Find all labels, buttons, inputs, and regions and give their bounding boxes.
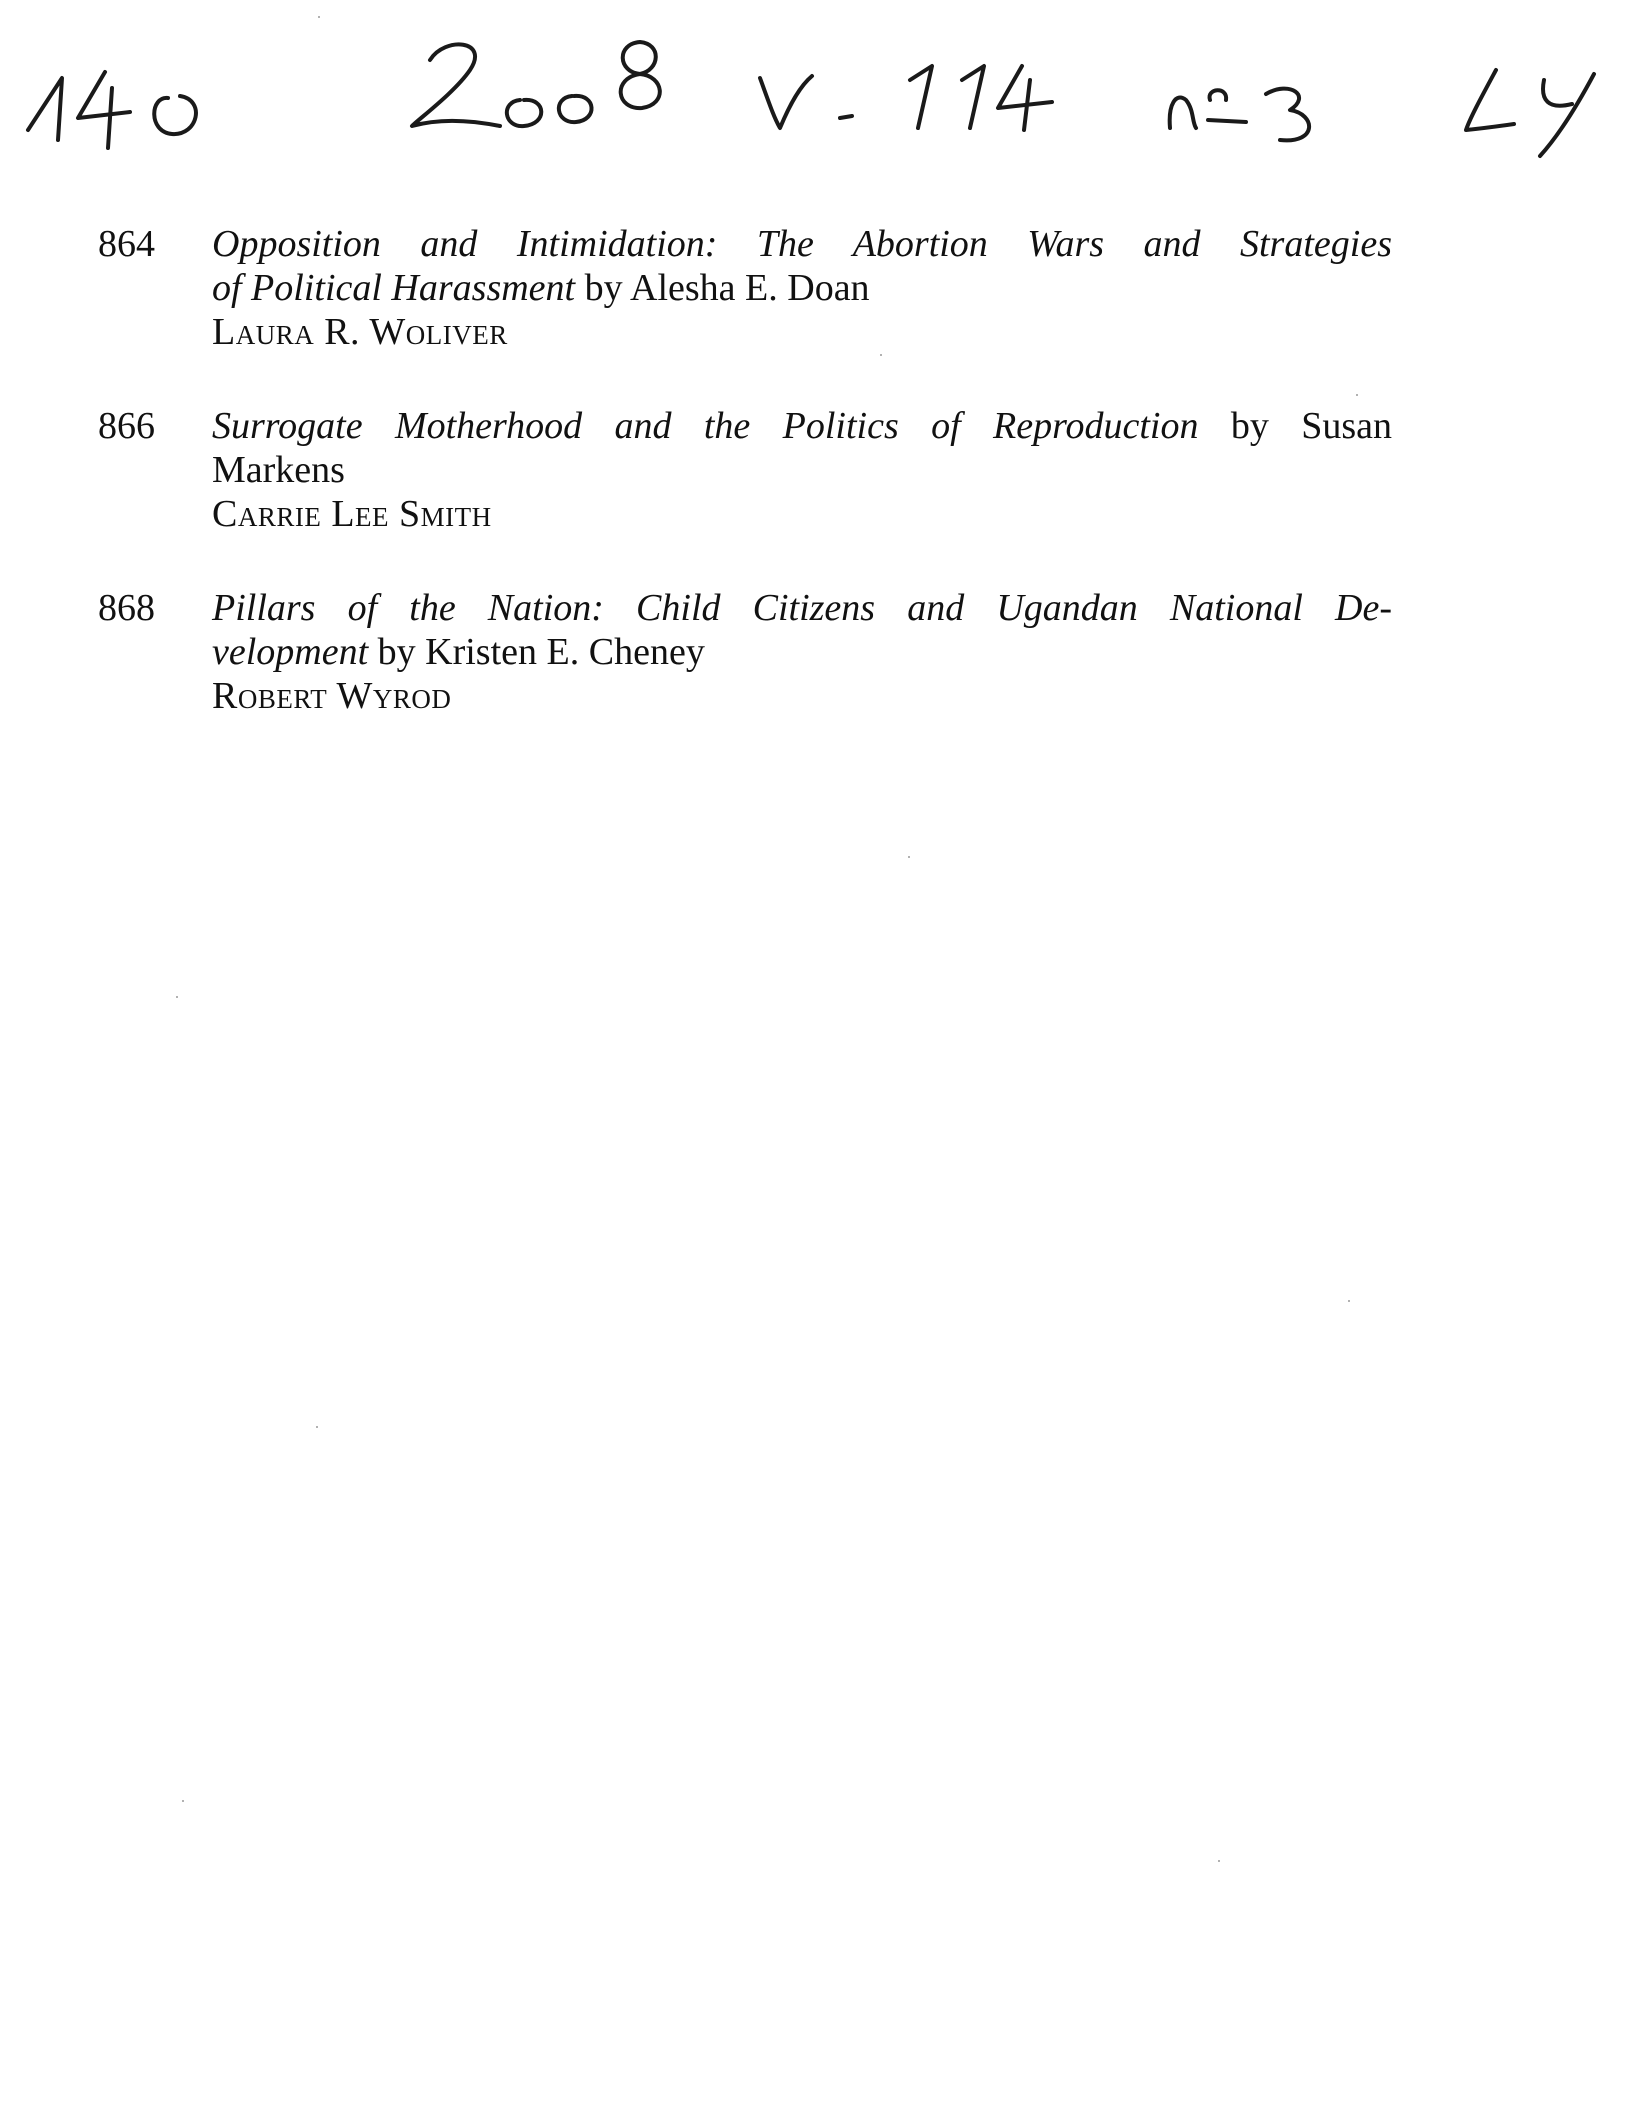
book-title: Pillars of the Nation: Child Citizens and Ugandan National De- <box>212 587 1392 629</box>
entry-title-line <box>212 586 1392 630</box>
reviewer-name: Robert Wyrod <box>212 675 452 717</box>
entry-title-line <box>212 222 1392 266</box>
book-title: Surrogate Motherhood and the Politics of Reproduction <box>212 405 1199 447</box>
entry-body <box>212 404 1392 536</box>
scan-speck <box>316 1426 318 1428</box>
scan-speck <box>1356 394 1358 396</box>
handwriting-segment-2008 <box>412 42 660 126</box>
handwriting-segment-140 <box>28 72 196 148</box>
review-entry <box>0 586 1638 768</box>
handwritten-call-number <box>0 0 1638 190</box>
scan-speck <box>1348 1300 1350 1302</box>
book-author: by Susan <box>1198 405 1392 447</box>
entry-page-number: 864 <box>98 223 155 265</box>
book-author-continued: Markens <box>212 449 345 491</box>
scan-speck <box>182 1800 184 1802</box>
review-list <box>0 222 1638 768</box>
entry-title-line <box>212 404 1392 448</box>
book-title-continued: velopment <box>212 631 369 673</box>
handwriting-segment-v114 <box>760 66 1052 130</box>
scan-speck <box>908 856 910 858</box>
reviewer-name: Laura R. Woliver <box>212 311 508 353</box>
scan-speck <box>1218 1860 1220 1862</box>
book-title: Opposition and Intimidation: The Abortion Wars and Strategies <box>212 223 1392 265</box>
entry-page-number: 868 <box>98 587 155 629</box>
handwriting-segment-no3 <box>1170 89 1309 141</box>
scan-speck <box>880 354 882 356</box>
review-entry <box>0 404 1638 586</box>
book-title-continued: of Political Harassment <box>212 267 576 309</box>
entry-page-number: 866 <box>98 405 155 447</box>
handwriting-segment-L4 <box>1466 70 1594 156</box>
handwritten-note-drawing <box>0 0 1638 190</box>
entry-title-line <box>212 630 1392 674</box>
reviewer-name: Carrie Lee Smith <box>212 493 492 535</box>
entry-body <box>212 586 1392 718</box>
book-author: by Alesha E. Doan <box>575 267 870 309</box>
book-author: by Kristen E. Cheney <box>368 631 705 673</box>
entry-body <box>212 222 1392 354</box>
scan-speck <box>318 16 320 18</box>
entry-title-line <box>212 266 1392 310</box>
scan-speck <box>176 996 178 998</box>
review-entry <box>0 222 1638 404</box>
